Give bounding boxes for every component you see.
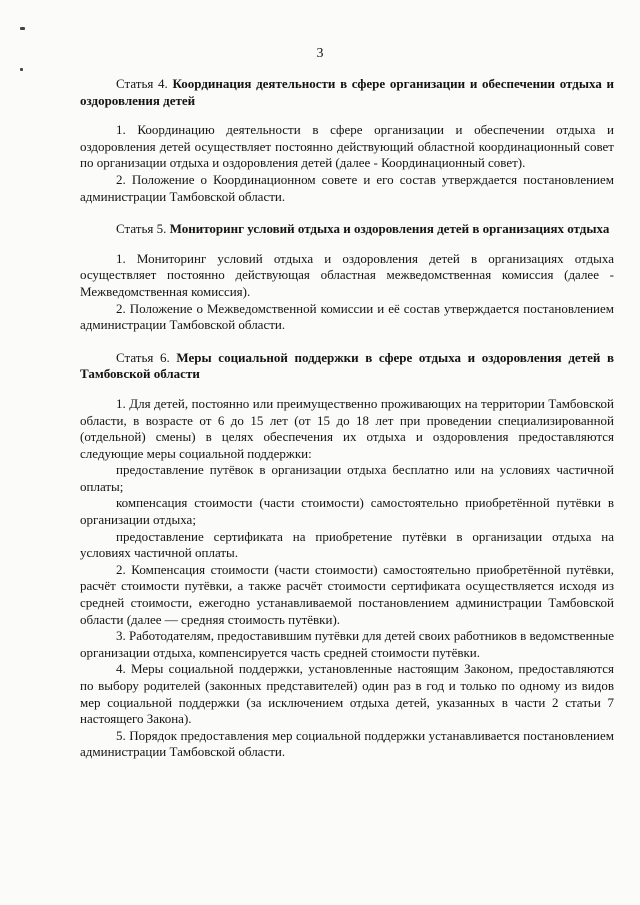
list-item: компенсация стоимости (части стоимости) самостоятельно приобретённой путёвки в организации отдыха;: [80, 495, 614, 528]
list-item: предоставление сертификата на приобретение путёвки в организации отдыха на условиях частичной оплаты.: [80, 528, 614, 561]
article-title: Меры социальной поддержки в сфере отдыха и оздоровления детей в Тамбовской области: [80, 349, 614, 382]
article-label: Статья 4.: [116, 76, 168, 91]
article-heading: [80, 76, 614, 109]
page-number: 3: [316, 46, 324, 61]
article-heading: [80, 221, 614, 238]
paragraph: 3. Работодателям, предоставившим путёвки для детей своих работников в ведомственные организации отдыха, компенсируется часть средней стоимости путёвки.: [80, 628, 614, 660]
paragraph: 2. Положение о Координационном совете и его состав утверждается постановлением администрации Тамбовской области.: [80, 171, 614, 204]
paragraph: 2. Положение о Межведомственной комиссии и её состав утверждается постановлением администрации Тамбовской области.: [80, 300, 614, 333]
article-5: [80, 221, 614, 334]
paragraph: 1. Мониторинг условий отдыха и оздоровления детей в организациях отдыха осуществляет постоянно действующая областная межведомственная комиссия (далее - Межведомственная комиссия).: [80, 250, 614, 299]
scan-mark: [20, 68, 23, 71]
article-6: [80, 350, 614, 761]
paragraph: 4. Меры социальной поддержки, установленные настоящим Законом, предоставляются по выбору родителей (законных представителей) один раз в год и только по одному из видов мер социальной поддержки (за исключением отдыха детей, указанных в части 2 статьи 7 настоящего Закона).: [80, 661, 614, 727]
document-body: [80, 76, 614, 777]
paragraph: 5. Порядок предоставления мер социальной поддержки устанавливается постановлением администрации Тамбовской области.: [80, 727, 614, 760]
article-4: [80, 76, 614, 205]
article-label: Статья 6.: [116, 349, 170, 365]
paragraph: 2. Компенсация стоимости (части стоимости) самостоятельно приобретённой путёвки, расчёт стоимости путёвки, а также расчёт стоимости сертификата осуществляется исходя из средней стоимости, ежегодно устанавливаемой постановлением администрации Тамбовской области (далее — средняя стоимость путёвки).: [80, 561, 614, 627]
article-title: Мониторинг условий отдыха и оздоровления детей в организациях отдыха: [169, 221, 610, 237]
list-item: предоставление путёвок в организации отдыха бесплатно или на условиях частичной оплаты;: [80, 462, 614, 494]
article-heading: [80, 350, 614, 383]
scan-mark: [20, 27, 25, 30]
paragraph: 1. Координацию деятельности в сфере организации и обеспечении отдыха и оздоровления детей осуществляет постоянно действующий областной координационный совет по организации отдыха и оздоровления детей (далее - Координационный совет).: [80, 122, 614, 171]
article-title: Координация деятельности в сфере организации и обеспечении отдыха и оздоровления детей: [80, 76, 614, 108]
article-label: Статья 5.: [116, 221, 167, 237]
paragraph: 1. Для детей, постоянно или преимущественно проживающих на территории Тамбовской области, в возрасте от 6 до 15 лет (от 15 до 18 лет при проведении специализированной (отдельной) смены) в целях обеспечения их отдыха и оздоровления предоставляются следующие меры социальной поддержки:: [80, 395, 614, 461]
